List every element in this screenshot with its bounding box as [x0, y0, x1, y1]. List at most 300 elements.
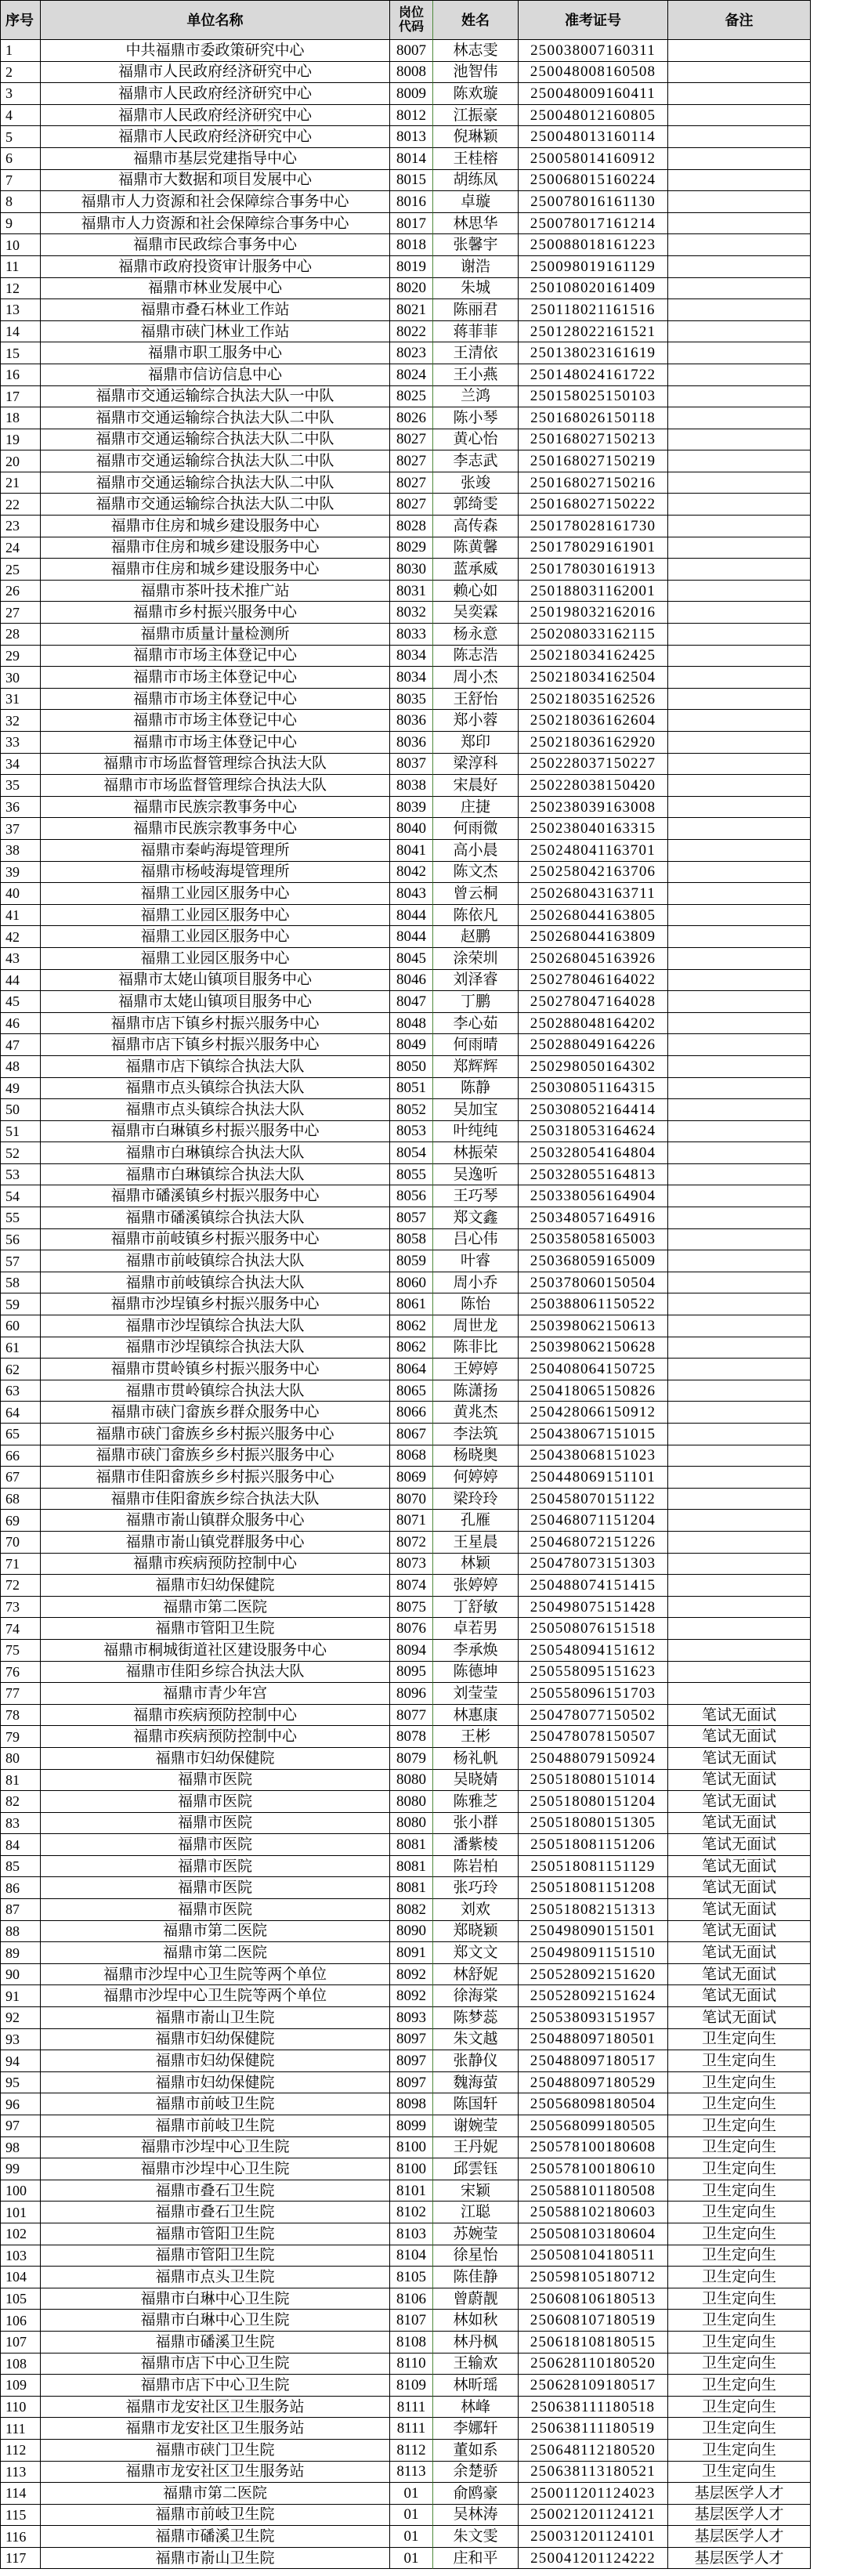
position-code: 8076 [390, 1618, 433, 1640]
position-code: 8039 [390, 797, 433, 819]
unit-name: 福鼎市白琳镇综合执法大队 [41, 1164, 390, 1186]
unit-name: 福鼎市人民政府经济研究中心 [41, 62, 390, 84]
table-row [1, 1554, 811, 1576]
position-code: 8027 [390, 429, 433, 451]
unit-name: 福鼎市店下镇综合执法大队 [41, 1056, 390, 1078]
candidate-name: 王小燕 [433, 364, 519, 386]
table-row [1, 1662, 811, 1684]
row-number: 33 [1, 732, 41, 754]
position-code: 8036 [390, 732, 433, 754]
ticket-number: 250558096151703 [519, 1683, 668, 1705]
candidate-name: 周小乔 [433, 1272, 519, 1294]
position-code: 8079 [390, 1748, 433, 1770]
ticket-number: 250438068151023 [519, 1445, 668, 1467]
position-code: 8023 [390, 342, 433, 364]
ticket-number: 250218034162425 [519, 646, 668, 668]
position-code: 8022 [390, 321, 433, 343]
ticket-number: 250478077150502 [519, 1705, 668, 1727]
ticket-number: 250408064150725 [519, 1359, 668, 1380]
remark: 卫生定向生 [668, 2418, 811, 2440]
unit-name: 福鼎市医院 [41, 1877, 390, 1899]
row-number: 54 [1, 1185, 41, 1207]
row-number: 97 [1, 2115, 41, 2137]
table-row [1, 2007, 811, 2029]
remark [668, 732, 811, 754]
position-code: 8105 [390, 2267, 433, 2288]
unit-name: 福鼎市市场监督管理综合执法大队 [41, 754, 390, 776]
unit-name: 福鼎市医院 [41, 1856, 390, 1878]
ticket-number: 250368059165009 [519, 1250, 668, 1272]
row-number: 42 [1, 926, 41, 948]
position-code: 8021 [390, 299, 433, 321]
row-number: 20 [1, 450, 41, 472]
candidate-name: 王桂榕 [433, 148, 519, 170]
position-code: 8081 [390, 1856, 433, 1878]
position-code: 8082 [390, 1899, 433, 1921]
remark [668, 1099, 811, 1121]
position-code: 8067 [390, 1424, 433, 1445]
candidate-name: 何婷婷 [433, 1467, 519, 1489]
candidate-name: 刘欢 [433, 1899, 519, 1921]
remark: 卫生定向生 [668, 2245, 811, 2267]
row-number: 100 [1, 2180, 41, 2202]
remark [668, 429, 811, 451]
candidate-name: 朱文越 [433, 2029, 519, 2051]
row-number: 105 [1, 2288, 41, 2310]
row-number: 113 [1, 2462, 41, 2484]
unit-name: 福鼎市前岐卫生院 [41, 2115, 390, 2137]
row-number: 75 [1, 1640, 41, 1662]
remark [668, 40, 811, 62]
unit-name: 福鼎工业园区服务中心 [41, 926, 390, 948]
remark [668, 1662, 811, 1684]
candidate-name: 庄捷 [433, 797, 519, 819]
position-code: 8065 [390, 1380, 433, 1402]
row-number: 48 [1, 1056, 41, 1078]
table-row [1, 2548, 811, 2570]
table-row [1, 1056, 811, 1078]
unit-name: 福鼎市龙安社区卫生服务站 [41, 2462, 390, 2484]
row-number: 84 [1, 1834, 41, 1856]
position-code: 8027 [390, 450, 433, 472]
table-row [1, 602, 811, 624]
ticket-number: 250268044163809 [519, 926, 668, 948]
ticket-number: 250248041163701 [519, 840, 668, 862]
unit-name: 福鼎市交通运输综合执法大队二中队 [41, 429, 390, 451]
candidate-name: 刘泽睿 [433, 970, 519, 992]
candidate-name: 高传森 [433, 516, 519, 537]
row-number: 39 [1, 862, 41, 884]
candidate-name: 吴奕霖 [433, 602, 519, 624]
table-row [1, 1272, 811, 1294]
table-row [1, 1618, 811, 1640]
row-number: 71 [1, 1554, 41, 1576]
position-code: 8066 [390, 1402, 433, 1424]
unit-name: 福鼎市疾病预防控制中心 [41, 1554, 390, 1576]
table-row [1, 2353, 811, 2375]
candidate-name: 曾蔚靓 [433, 2288, 519, 2310]
position-code: 8110 [390, 2353, 433, 2375]
candidate-name: 张巧玲 [433, 1877, 519, 1899]
table-row [1, 818, 811, 840]
unit-name: 福鼎市沙埕中心卫生院等两个单位 [41, 1964, 390, 1986]
position-code: 8078 [390, 1726, 433, 1748]
ticket-number: 250198032162016 [519, 602, 668, 624]
row-number: 50 [1, 1099, 41, 1121]
position-code: 8053 [390, 1121, 433, 1143]
row-number: 60 [1, 1315, 41, 1337]
remark [668, 1618, 811, 1640]
candidate-name: 郑辉辉 [433, 1056, 519, 1078]
table-row [1, 1207, 811, 1229]
row-number: 43 [1, 948, 41, 970]
ticket-number: 250308052164414 [519, 1099, 668, 1121]
position-code: 8052 [390, 1099, 433, 1121]
position-code: 8031 [390, 581, 433, 602]
table-row [1, 624, 811, 646]
ticket-number: 250048009160411 [519, 83, 668, 105]
table-row [1, 1748, 811, 1770]
row-number: 51 [1, 1121, 41, 1143]
position-code: 01 [390, 2505, 433, 2527]
ticket-number: 250228037150227 [519, 754, 668, 776]
table-row [1, 516, 811, 537]
table-row [1, 689, 811, 711]
ticket-number: 250178029161901 [519, 537, 668, 559]
row-number: 5 [1, 126, 41, 148]
position-code: 8037 [390, 754, 433, 776]
row-number: 106 [1, 2310, 41, 2332]
candidate-name: 叶纯纯 [433, 1121, 519, 1143]
unit-name: 福鼎市妇幼保健院 [41, 1575, 390, 1597]
table-body [1, 40, 811, 2569]
unit-name: 福鼎市硖门林业工作站 [41, 321, 390, 343]
position-code: 8034 [390, 646, 433, 668]
candidate-name: 林惠康 [433, 1705, 519, 1727]
row-number: 96 [1, 2093, 41, 2115]
remark: 卫生定向生 [668, 2158, 811, 2180]
remark [668, 126, 811, 148]
ticket-number: 250168027150213 [519, 429, 668, 451]
position-code: 8055 [390, 1164, 433, 1186]
position-code: 8091 [390, 1942, 433, 1964]
unit-name: 福鼎市硖门畲族乡群众服务中心 [41, 1402, 390, 1424]
row-number: 117 [1, 2548, 41, 2570]
position-code: 8046 [390, 970, 433, 992]
unit-name: 福鼎市叠石卫生院 [41, 2202, 390, 2223]
candidate-name: 杨晓奥 [433, 1445, 519, 1467]
unit-name: 福鼎市前岐镇乡村振兴服务中心 [41, 1229, 390, 1251]
row-number: 73 [1, 1597, 41, 1619]
row-number: 108 [1, 2353, 41, 2375]
ticket-number: 250278047164028 [519, 991, 668, 1013]
remark: 卫生定向生 [668, 2137, 811, 2159]
table-row [1, 2223, 811, 2245]
position-code: 8041 [390, 840, 433, 862]
candidate-name: 徐星怡 [433, 2245, 519, 2267]
position-code: 8096 [390, 1683, 433, 1705]
ticket-number: 250318053164624 [519, 1121, 668, 1143]
candidate-name: 林志雯 [433, 40, 519, 62]
candidate-name: 王舒怡 [433, 689, 519, 711]
table-row [1, 1770, 811, 1792]
table-row [1, 710, 811, 732]
row-number: 31 [1, 689, 41, 711]
row-number: 76 [1, 1662, 41, 1684]
remark [668, 1293, 811, 1315]
remark: 卫生定向生 [668, 2050, 811, 2072]
table-row [1, 1380, 811, 1402]
ticket-number: 250338056164904 [519, 1185, 668, 1207]
row-number: 10 [1, 234, 41, 256]
candidate-name: 丁鹏 [433, 991, 519, 1013]
candidate-name: 陈非比 [433, 1337, 519, 1359]
position-code: 01 [390, 2548, 433, 2570]
table-row [1, 948, 811, 970]
candidate-name: 李娜轩 [433, 2418, 519, 2440]
position-code: 8097 [390, 2029, 433, 2051]
candidate-name: 庄和平 [433, 2548, 519, 2570]
remark [668, 278, 811, 300]
position-code: 8109 [390, 2375, 433, 2397]
candidate-name: 朱文雯 [433, 2526, 519, 2548]
table-row [1, 234, 811, 256]
remark [668, 1532, 811, 1554]
ticket-number: 250478078150507 [519, 1726, 668, 1748]
unit-name: 福鼎市白琳镇乡村振兴服务中心 [41, 1121, 390, 1143]
header-unit-name: 单位名称 [41, 1, 390, 40]
position-code: 8008 [390, 62, 433, 84]
row-number: 115 [1, 2505, 41, 2527]
ticket-number: 250238040163315 [519, 818, 668, 840]
remark: 笔试无面试 [668, 1748, 811, 1770]
position-code: 8045 [390, 948, 433, 970]
unit-name: 福鼎市磻溪镇综合执法大队 [41, 1207, 390, 1229]
table-row [1, 970, 811, 992]
row-number: 44 [1, 970, 41, 992]
row-number: 27 [1, 602, 41, 624]
ticket-number: 250558095151623 [519, 1662, 668, 1684]
position-code: 8051 [390, 1078, 433, 1100]
unit-name: 福鼎市佳阳畲族乡综合执法大队 [41, 1489, 390, 1511]
ticket-number: 250218035162526 [519, 689, 668, 711]
unit-name: 福鼎市人力资源和社会保障综合事务中心 [41, 191, 390, 213]
remark [668, 991, 811, 1013]
position-code: 8009 [390, 83, 433, 105]
unit-name: 福鼎工业园区服务中心 [41, 883, 390, 905]
candidate-name: 王输欢 [433, 2353, 519, 2375]
remark: 笔试无面试 [668, 2007, 811, 2029]
row-number: 99 [1, 2158, 41, 2180]
unit-name: 福鼎市医院 [41, 1813, 390, 1835]
position-code: 8034 [390, 667, 433, 689]
candidate-name: 何雨微 [433, 818, 519, 840]
table-row [1, 1424, 811, 1445]
row-number: 19 [1, 429, 41, 451]
candidate-name: 郑印 [433, 732, 519, 754]
ticket-number: 250528092151620 [519, 1964, 668, 1986]
remark [668, 862, 811, 884]
table-row [1, 170, 811, 192]
ticket-number: 250438067151015 [519, 1424, 668, 1445]
table-row [1, 1359, 811, 1380]
unit-name: 福鼎市龙安社区卫生服务站 [41, 2418, 390, 2440]
table-row [1, 1532, 811, 1554]
unit-name: 福鼎市磻溪镇乡村振兴服务中心 [41, 1185, 390, 1207]
position-code: 8073 [390, 1554, 433, 1576]
ticket-number: 250378060150504 [519, 1272, 668, 1294]
remark: 卫生定向生 [668, 2440, 811, 2462]
position-code: 8103 [390, 2223, 433, 2245]
ticket-number: 250078016161130 [519, 191, 668, 213]
remark [668, 1013, 811, 1035]
ticket-number: 250518081151206 [519, 1834, 668, 1856]
candidate-name: 曾云桐 [433, 883, 519, 905]
row-number: 37 [1, 818, 41, 840]
ticket-number: 250158025150103 [519, 386, 668, 408]
row-number: 16 [1, 364, 41, 386]
table-row [1, 278, 811, 300]
row-number: 90 [1, 1964, 41, 1986]
remark [668, 754, 811, 776]
unit-name: 福鼎市市场监督管理综合执法大队 [41, 775, 390, 797]
row-number: 93 [1, 2029, 41, 2051]
candidate-name: 何雨晴 [433, 1034, 519, 1056]
table-row [1, 2375, 811, 2397]
row-number: 86 [1, 1877, 41, 1899]
unit-name: 福鼎市前岐镇综合执法大队 [41, 1250, 390, 1272]
unit-name: 福鼎市沙埕镇乡村振兴服务中心 [41, 1293, 390, 1315]
candidate-name: 陈岩柏 [433, 1856, 519, 1878]
row-number: 41 [1, 905, 41, 927]
ticket-number: 250488074151415 [519, 1575, 668, 1597]
position-code: 8070 [390, 1489, 433, 1511]
unit-name: 福鼎市人民政府经济研究中心 [41, 83, 390, 105]
remark [668, 516, 811, 537]
candidate-name: 林舒妮 [433, 1964, 519, 1986]
row-number: 53 [1, 1164, 41, 1186]
unit-name: 福鼎市妇幼保健院 [41, 2050, 390, 2072]
remark [668, 1575, 811, 1597]
position-code: 8040 [390, 818, 433, 840]
candidate-name: 徐海棠 [433, 1985, 519, 2007]
candidate-name: 林峰 [433, 2397, 519, 2419]
remark [668, 689, 811, 711]
candidate-name: 黄兆杰 [433, 1402, 519, 1424]
remark [668, 667, 811, 689]
candidate-name: 苏婉莹 [433, 2223, 519, 2245]
unit-name: 福鼎市磻溪卫生院 [41, 2526, 390, 2548]
unit-name: 福鼎市医院 [41, 1899, 390, 1921]
table-row [1, 494, 811, 516]
table-row [1, 321, 811, 343]
remark [668, 407, 811, 429]
position-code: 8101 [390, 2180, 433, 2202]
table-row [1, 581, 811, 602]
candidate-name: 周世龙 [433, 1315, 519, 1337]
table-row [1, 62, 811, 84]
table-row [1, 2137, 811, 2159]
remark: 基层医学人才 [668, 2483, 811, 2505]
ticket-number: 250011201124023 [519, 2483, 668, 2505]
ticket-number: 250138023161619 [519, 342, 668, 364]
row-number: 74 [1, 1618, 41, 1640]
candidate-name: 谢婉莹 [433, 2115, 519, 2137]
unit-name: 福鼎市人民政府经济研究中心 [41, 105, 390, 127]
position-code: 8099 [390, 2115, 433, 2137]
unit-name: 福鼎市第二医院 [41, 2483, 390, 2505]
remark [668, 170, 811, 192]
candidate-name: 王彬 [433, 1726, 519, 1748]
remark [668, 970, 811, 992]
candidate-name: 高小晨 [433, 840, 519, 862]
remark [668, 1272, 811, 1294]
ticket-number: 250268043163711 [519, 883, 668, 905]
unit-name: 福鼎市市场主体登记中心 [41, 732, 390, 754]
candidate-name: 潘紫棱 [433, 1834, 519, 1856]
position-code: 8112 [390, 2440, 433, 2462]
row-number: 15 [1, 342, 41, 364]
position-code: 8062 [390, 1337, 433, 1359]
remark [668, 256, 811, 278]
row-number: 109 [1, 2375, 41, 2397]
ticket-number: 250638111180519 [519, 2418, 668, 2440]
remark [668, 321, 811, 343]
candidate-name: 余楚骄 [433, 2462, 519, 2484]
candidate-name: 吴晓婧 [433, 1770, 519, 1792]
ticket-number: 250608107180519 [519, 2310, 668, 2332]
position-code: 8106 [390, 2288, 433, 2310]
position-code: 8092 [390, 1964, 433, 1986]
row-number: 114 [1, 2483, 41, 2505]
table-row [1, 905, 811, 927]
unit-name: 福鼎市医院 [41, 1770, 390, 1792]
candidate-name: 林颖 [433, 1554, 519, 1576]
table-row [1, 2462, 811, 2484]
row-number: 112 [1, 2440, 41, 2462]
position-code: 8050 [390, 1056, 433, 1078]
candidate-name: 郑文鑫 [433, 1207, 519, 1229]
unit-name: 福鼎市秦屿海堤管理所 [41, 840, 390, 862]
table-row [1, 646, 811, 668]
unit-name: 福鼎市第二医院 [41, 1921, 390, 1943]
unit-name: 福鼎市住房和城乡建设服务中心 [41, 516, 390, 537]
remark [668, 840, 811, 862]
remark [668, 1424, 811, 1445]
unit-name: 福鼎市市场主体登记中心 [41, 646, 390, 668]
position-code: 8025 [390, 386, 433, 408]
unit-name: 福鼎市佳阳乡综合执法大队 [41, 1662, 390, 1684]
position-code: 8097 [390, 2072, 433, 2094]
ticket-number: 250168027150219 [519, 450, 668, 472]
position-code: 8071 [390, 1510, 433, 1532]
ticket-number: 250638113180521 [519, 2462, 668, 2484]
unit-name: 福鼎市第二医院 [41, 1942, 390, 1964]
position-code: 8069 [390, 1467, 433, 1489]
unit-name: 福鼎市沙埕中心卫生院等两个单位 [41, 1985, 390, 2007]
table-row [1, 2029, 811, 2051]
row-number: 61 [1, 1337, 41, 1359]
table-row [1, 429, 811, 451]
row-number: 102 [1, 2223, 41, 2245]
candidate-name: 王婷婷 [433, 1359, 519, 1380]
candidate-name: 李心茹 [433, 1013, 519, 1035]
remark [668, 646, 811, 668]
ticket-number: 250041201124222 [519, 2548, 668, 2570]
remark [668, 797, 811, 819]
position-code: 8111 [390, 2418, 433, 2440]
ticket-number: 250538093151957 [519, 2007, 668, 2029]
